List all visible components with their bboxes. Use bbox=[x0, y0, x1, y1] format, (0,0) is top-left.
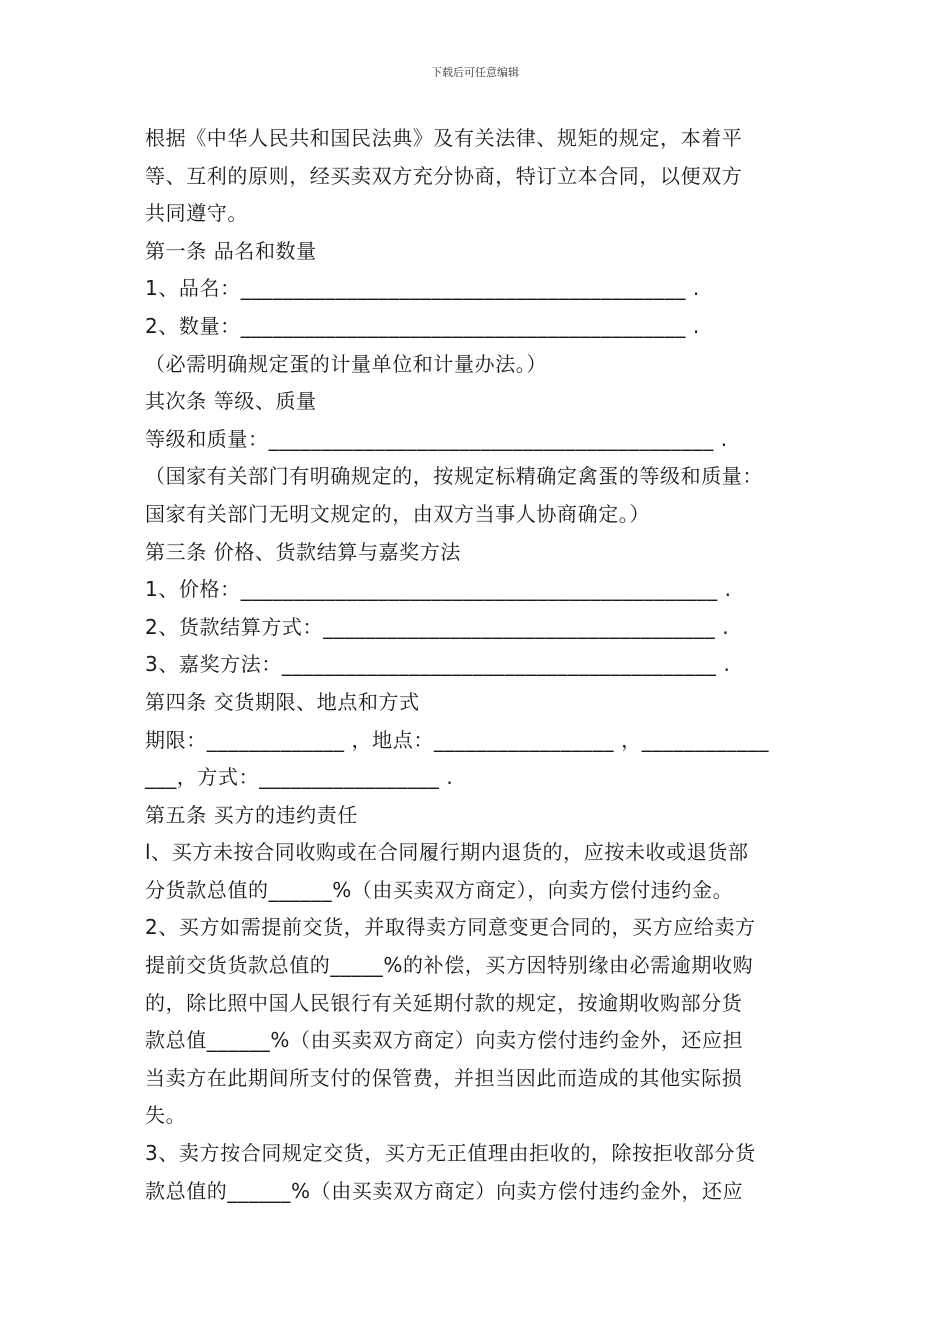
section-heading: 第四条 交货期限、地点和方式 bbox=[145, 689, 420, 714]
fill-in-line: 等级和质量：__________________________________________ . bbox=[145, 426, 728, 451]
text-line: 根据《中华人民共和国民法典》及有关法律、规矩的规定，本着平 bbox=[145, 126, 743, 150]
page-header: 下载后可任意编辑 bbox=[431, 66, 519, 79]
text-line: 共同遵守。 bbox=[145, 201, 248, 226]
text-line: （必需明确规定蛋的计量单位和计量办法。） bbox=[145, 351, 547, 376]
text-line: 2、买方如需提前交货，并取得卖方同意变更合同的，买方应给卖方 bbox=[145, 915, 756, 940]
text-line: 当卖方在此期间所支付的保管费，并担当因此而造成的其他实际损 bbox=[145, 1065, 743, 1090]
fill-in-line: 2、货款结算方式：_____________________________________ . bbox=[145, 614, 730, 639]
section-heading: 第三条 价格、货款结算与嘉奖方法 bbox=[145, 539, 461, 564]
text-line: 的，除比照中国人民银行有关延期付款的规定，按逾期收购部分货 bbox=[145, 990, 743, 1015]
section-heading: 第一条 品名和数量 bbox=[145, 238, 317, 263]
section-heading: 第五条 买方的违约责任 bbox=[145, 802, 358, 827]
text-line: l、买方未按合同收购或在合同履行期内退货的，应按未收或退货部 bbox=[145, 840, 749, 865]
text-line: 失。 bbox=[145, 1103, 187, 1128]
text-line: 分货款总值的______%（由买卖双方商定），向卖方偿付违约金。 bbox=[145, 877, 734, 902]
fill-in-line: 1、品名：__________________________________________ . bbox=[145, 276, 700, 301]
text-line: 3、卖方按合同规定交货，买方无正值理由拒收的，除按拒收部分货 bbox=[145, 1141, 756, 1166]
section-heading: 其次条 等级、质量 bbox=[145, 389, 317, 414]
fill-in-line: 期限：_____________ ，地点：_________________ ，____________ bbox=[145, 727, 769, 752]
text-line: 款总值的______%（由买卖双方商定）向卖方偿付违约金外，还应 bbox=[145, 1178, 744, 1203]
fill-in-line: 3、嘉奖方法：_________________________________________ . bbox=[145, 652, 731, 677]
text-line: 国家有关部门无明文规定的，由双方当事人协商确定。） bbox=[145, 501, 650, 526]
contract-body bbox=[145, 120, 825, 1210]
text-line: （国家有关部门有明确规定的，按规定标精确定禽蛋的等级和质量： bbox=[145, 464, 763, 489]
fill-in-line: 1、价格：_____________________________________________ . bbox=[145, 577, 732, 602]
fill-in-line: 2、数量：__________________________________________ . bbox=[145, 313, 700, 338]
text-line: 款总值______%（由买卖双方商定）向卖方偿付违约金外，还应担 bbox=[145, 1028, 744, 1053]
fill-in-line: ___，方式：_________________ . bbox=[145, 765, 454, 790]
text-line: 等、互利的原则，经买卖双方充分协商，特订立本合同，以便双方 bbox=[145, 163, 743, 188]
text-line: 提前交货货款总值的_____%的补偿，买方因特别缘由必需逾期收购 bbox=[145, 953, 754, 978]
